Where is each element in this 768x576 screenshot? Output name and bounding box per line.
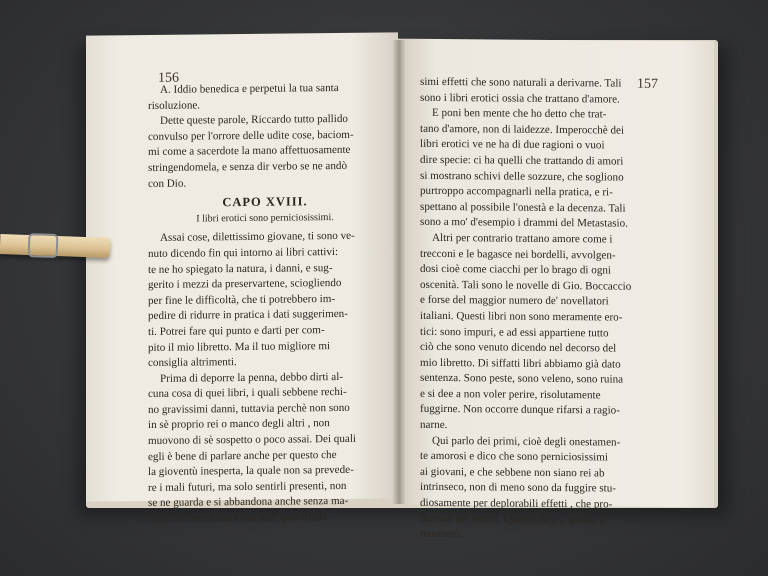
text-line: purtroppo accompagnarli nella pratica, e ri- xyxy=(420,184,613,199)
text-line: consiglia altrimenti. xyxy=(148,356,237,370)
text-line: pito il mio libretto. Ma il tuo migliore mi xyxy=(148,339,331,354)
text-line: no gravissimi danni, tuttavia perchè non sono xyxy=(148,401,350,416)
text-line: pedire di ridurre in pratica i dati suggerimen- xyxy=(148,308,348,323)
text-line: muovono di sè sospetto o poco assai. Dei quali xyxy=(148,432,356,448)
text-line: intrinseco, non di meno sono da fuggire stu- xyxy=(420,481,616,495)
text-line: Dette queste parole, Riccardo tutto pallido xyxy=(160,113,348,128)
text-line: risoluzione. xyxy=(148,99,201,112)
text-line: mio libretto. Di siffatti libri abbiamo già dato xyxy=(420,356,621,371)
text-line: narne. xyxy=(420,418,448,432)
right-page-text xyxy=(420,75,658,545)
text-line: stringendomela, e senza dir verbo se ne andò xyxy=(148,159,347,174)
clothespin xyxy=(0,230,112,264)
chapter-title: CAPO XVIII. xyxy=(222,194,308,210)
text-line: sono i libri erotici ossia che trattano d'amore. xyxy=(420,91,620,106)
text-line: sentenza. Sono peste, sono veleno, sono ruina xyxy=(420,372,624,386)
text-line: simi effetti che sono naturali a derivarne. Tali xyxy=(420,75,622,90)
text-line: italiani. Questi libri non sono meramente ero- xyxy=(420,309,623,324)
right-page-number: 157 xyxy=(637,76,658,92)
text-line: per fine le difficoltà, che ti potrebbero im- xyxy=(148,292,336,307)
text-line: te amorosi e dico che sono perniciosissimi xyxy=(420,450,608,464)
chapter-subtitle: I libri erotici sono perniciosissimi. xyxy=(196,211,334,225)
text-line: trecconi e le bagasce nei bordelli, avvolgen- xyxy=(420,247,616,262)
text-line: mi come a sacerdote la mano affettuosamente xyxy=(148,144,351,159)
text-line: sono a mo' d'esempio i drammi del Metastasio. xyxy=(420,216,628,230)
book-gutter xyxy=(392,40,406,504)
right-page xyxy=(398,39,714,541)
left-page-text xyxy=(148,81,382,528)
text-line: mostrerò. xyxy=(420,528,463,541)
text-line: con Dio. xyxy=(148,177,187,190)
clothespin-spring xyxy=(28,233,59,258)
text-line: ciò che sono venuto dicendo nel decorso del xyxy=(420,340,617,355)
text-line: gerito i mezzi da preservartene, sciogliendo xyxy=(148,277,342,292)
text-line: ti. Potrei fare qui punto e darti per com- xyxy=(148,324,325,338)
text-line: re i mali futuri, ma solo sentirli presenti, non xyxy=(148,479,347,494)
text-line: Altri per contrario trattano amore come i xyxy=(432,231,613,246)
text-line: dosi cioè come ciacchi per lo brago di ogni xyxy=(420,262,611,277)
text-line: dire specie: ci ha quelli che trattando di amori xyxy=(420,153,624,168)
text-line: e forse del maggior numero de' novellatori xyxy=(420,294,609,308)
text-line: ducono nei lettori. Questo dico e questo ti xyxy=(420,512,606,527)
text-line: egli è bene di parlare anche per questo che xyxy=(148,448,337,463)
text-line: ai giovani, e che sebbene non siano rei ab xyxy=(420,465,605,480)
text-line: A. Iddio benedica e perpetui la tua santa xyxy=(160,81,339,96)
text-line: libri erotici ve ne ha di due ragioni o vuoi xyxy=(420,138,605,152)
text-line: oscenità. Tali sono le novelle di Gio. Boccaccio xyxy=(420,278,632,293)
text-line: tici: sono impuri, e ad essi appartiene tutto xyxy=(420,325,609,339)
text-line: Qui parlo dei primi, cioè degli onestamen- xyxy=(432,434,621,449)
text-line: in sè proprio rei o manco degli altri , non xyxy=(148,417,330,432)
text-line: Prima di deporre la penna, debbo dirti al- xyxy=(160,370,343,385)
text-line: si mostrano schivi delle sozzure, che sogliono xyxy=(420,169,624,184)
text-line: se ne guarda e si abbandona anche senza ma- xyxy=(148,495,349,510)
text-line: e si dee a non voler perire, risolutamente xyxy=(420,387,601,402)
text-line: Assai cose, dilettissimo giovane, ti sono ve- xyxy=(160,230,355,245)
text-line: diosamente per deplorabili effetti , che pro- xyxy=(420,496,613,511)
text-line: te ne ho spiegato la natura, i danni, e sug- xyxy=(148,261,333,276)
text-line: convulso per l'orrore delle udite cose, baciom- xyxy=(148,128,354,143)
left-page xyxy=(86,32,398,526)
text-line: cuna cosa di quei libri, i quali sebbene rechi- xyxy=(148,386,347,401)
text-line: la gioventù inesperta, la quale non sa prevede- xyxy=(148,464,354,479)
text-line: lizia alla loro lettura con tutti quei tristis- xyxy=(148,511,331,526)
text-line: nuto dicendo fin qui intorno ai libri cattivi: xyxy=(148,245,339,260)
text-line: fuggirne. Non occorre dunque rifarsi a ragio- xyxy=(420,403,620,418)
text-line: E poni ben mente che ho detto che trat- xyxy=(432,107,607,121)
text-line: spettano al possibile l'onestà e la decenza. Tali xyxy=(420,200,626,215)
text-line: tano d'amore, non di laidezze. Imperocchè dei xyxy=(420,122,625,137)
left-page-number: 156 xyxy=(158,70,179,86)
